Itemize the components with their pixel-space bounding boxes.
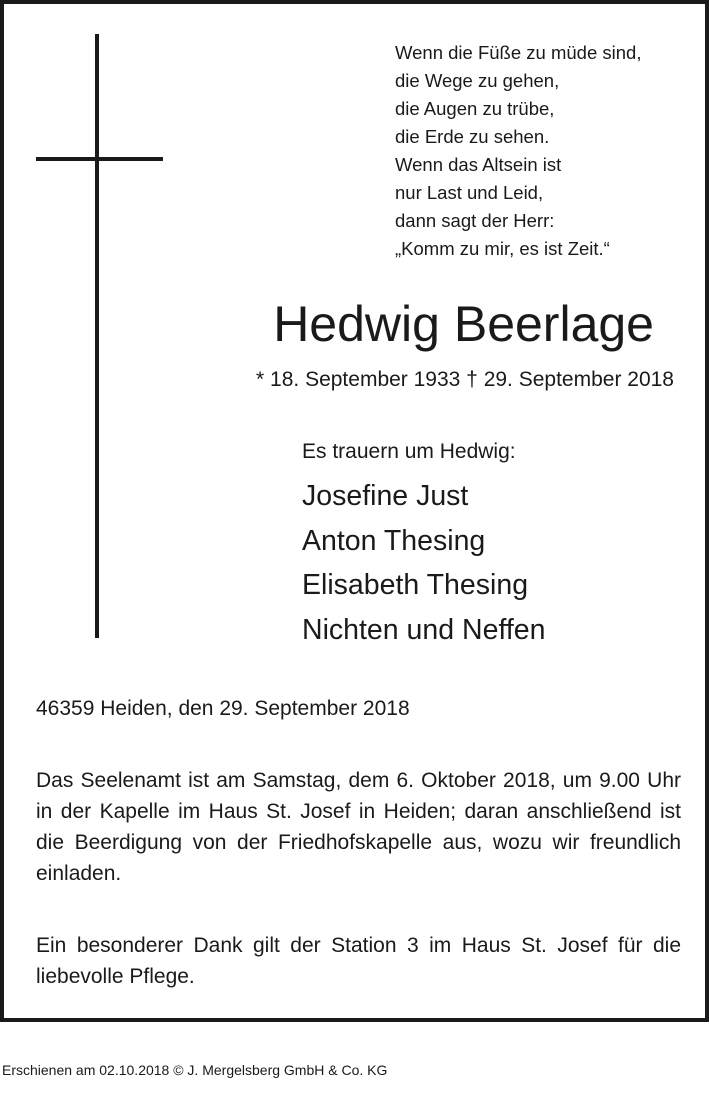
poem-line: Wenn das Altsein ist <box>395 154 562 175</box>
poem <box>395 39 641 263</box>
mourners-intro: Es trauern um Hedwig: <box>302 440 516 463</box>
deceased-name: Hedwig Beerlage <box>273 296 654 352</box>
mourner-name: Anton Thesing <box>302 524 486 557</box>
poem-line: nur Last und Leid, <box>395 182 544 203</box>
mourner-name: Nichten und Neffen <box>302 613 546 646</box>
publication-footer: Erschienen am 02.10.2018 © J. Mergelsberg GmbH & Co. KG <box>2 1062 388 1078</box>
poem-line: die Wege zu gehen, <box>395 70 560 91</box>
mourners-list <box>302 474 545 652</box>
poem-line: die Erde zu sehen. <box>395 126 550 147</box>
poem-line: Wenn die Füße zu müde sind, <box>395 42 642 63</box>
place-and-date: 46359 Heiden, den 29. September 2018 <box>36 697 410 720</box>
service-paragraph: Das Seelenamt ist am Samstag, dem 6. Oktober 2018, um 9.00 Uhr in der Kapelle im Haus St. Josef in Heiden; daran anschließend ist die Beerdigung von der Friedhofskapelle aus, wozu wir freundlich einladen. <box>36 769 681 885</box>
mourner-name: Elisabeth Thesing <box>302 569 529 601</box>
poem-line: dann sagt der Herr: <box>395 210 555 231</box>
cross-icon-crossbar <box>36 157 163 161</box>
poem-line: die Augen zu trübe, <box>395 98 555 119</box>
life-dates: * 18. September 1933 † 29. September 2018 <box>256 368 674 391</box>
mourner-name: Josefine Just <box>302 480 469 512</box>
poem-line: „Komm zu mir, es ist Zeit.“ <box>395 238 610 259</box>
thanks-paragraph: Ein besonderer Dank gilt der Station 3 im Haus St. Josef für die liebevolle Pflege. <box>36 934 681 988</box>
